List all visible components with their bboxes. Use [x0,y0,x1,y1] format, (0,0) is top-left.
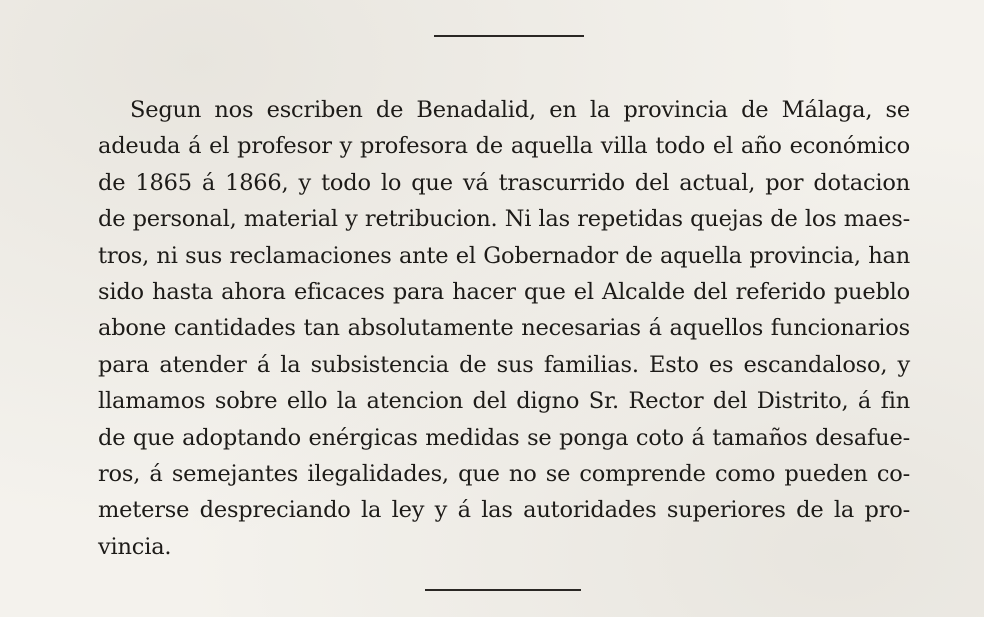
article-line: para atender á la subsistencia de sus familias. Esto es escandaloso, y [98,351,910,378]
article-line: de personal, material y retribucion. Ni las repetidas quejas de los maes- [98,206,910,233]
article-line: de 1865 á 1866, y todo lo que vá trascurrido del actual, por dotacion [98,169,910,196]
article-line: de que adoptando enérgicas medidas se ponga coto á tamaños desafue- [98,424,910,451]
article-line: adeuda á el profesor y profesora de aquella villa todo el año económico [98,133,910,160]
article-line: abone cantidades tan absolutamente necesarias á aquellos funcionarios [98,315,910,342]
article-line: Segun nos escriben de Benadalid, en la provincia de Málaga, se [130,97,910,123]
article-line: meterse despreciando la ley y á las autoridades superiores de la pro- [98,497,910,524]
article-line: tros, ni sus reclamaciones ante el Gobernador de aquella provincia, han [98,242,910,269]
bottom-divider-rule [425,589,581,591]
article-line: ros, á semejantes ilegalidades, que no se comprende como pueden co- [98,460,910,487]
article-paragraph [98,92,910,565]
article-line: sido hasta ahora eficaces para hacer que el Alcalde del referido pueblo [98,278,910,305]
top-divider-rule [434,35,584,37]
article-line-last: vincia. [98,533,172,560]
article-line: llamamos sobre ello la atencion del digno Sr. Rector del Distrito, á fin [98,388,910,415]
